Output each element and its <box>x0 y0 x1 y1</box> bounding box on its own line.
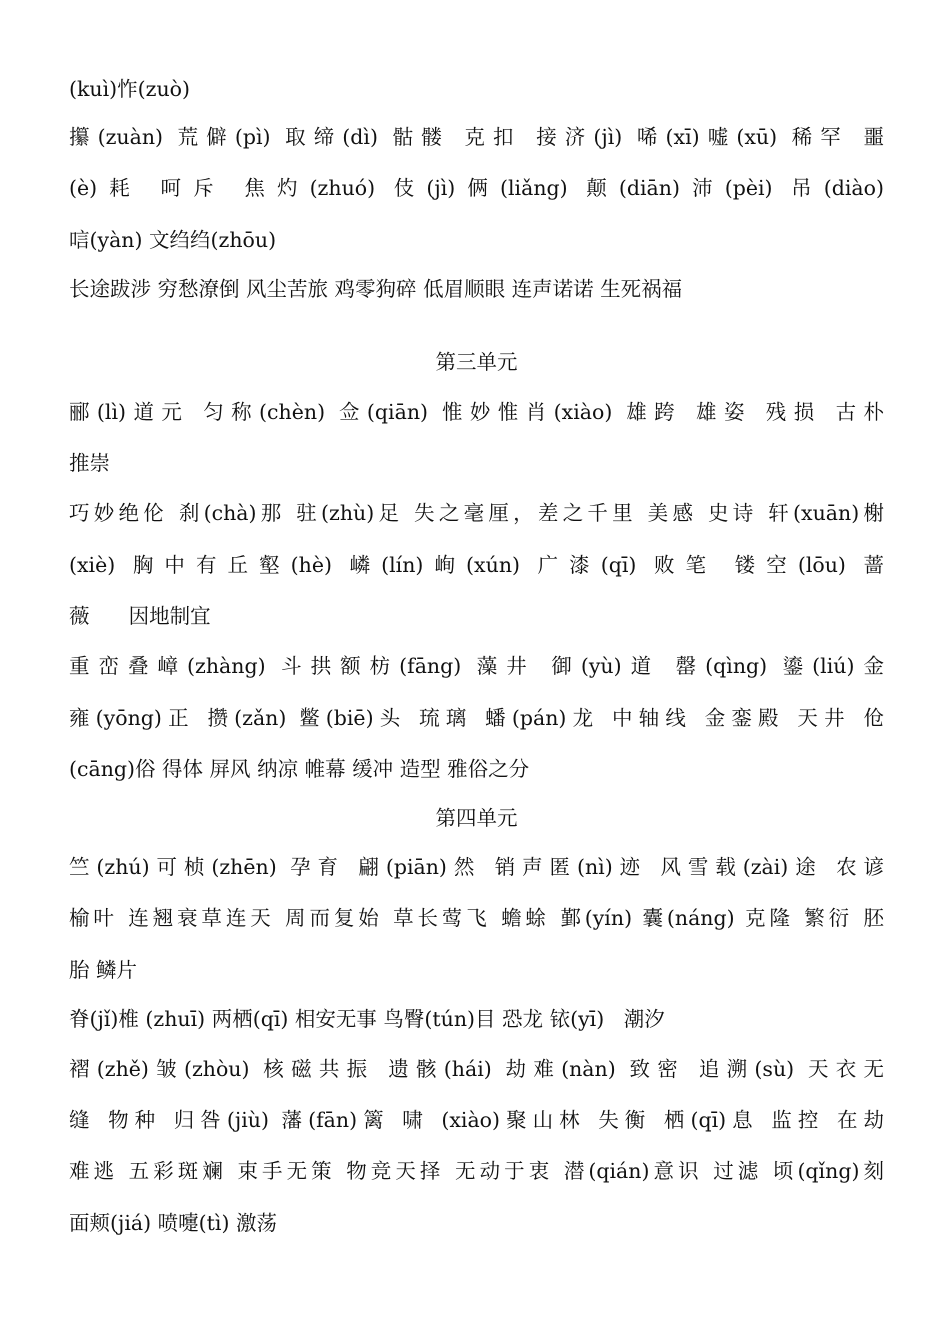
text-line: 薇 因地制宜 <box>69 604 211 628</box>
text-line: 唁(yàn) 文绉绉(zhōu) <box>69 228 277 252</box>
text-line: 巧妙绝伦 刹(chà)那 驻(zhù)足 失之毫厘，差之千里 美感 史诗 轩(xuān)榭 <box>69 501 884 525</box>
text-line: (è)耗 呵斥 焦灼(zhuó) 伎(jì)俩(liǎng) 颠(diān)沛(pèi) 吊(diào) <box>69 176 884 200</box>
text-line: 面颊(jiá) 喷嚏(tì) 激荡 <box>69 1211 277 1235</box>
section-heading-unit-4: 第四单元 <box>435 806 518 830</box>
text-line: 缝 物种 归咎(jiù) 藩(fān)篱 啸 (xiào)聚山林 失衡 栖(qī)息 监控 在劫 <box>69 1108 884 1132</box>
text-line: 长途跋涉 穷愁潦倒 风尘苦旅 鸡零狗碎 低眉顺眼 连声诺诺 生死祸福 <box>69 277 683 301</box>
text-line: (kuì)怍(zuò) <box>69 77 191 101</box>
text-line: 褶(zhě)皱(zhòu) 核磁共振 遗骸(hái) 劫难(nàn) 致密 追溯(sù) 天衣无 <box>69 1057 884 1081</box>
text-line: 竺(zhú)可桢(zhēn) 孕育 翩(piān)然 销声匿(nì)迹 风雪载(zài)途 农谚 <box>69 855 884 879</box>
text-line: 重峦叠嶂(zhàng) 斗拱额枋(fāng) 藻井 御(yù)道 罄(qìng) 鎏(liú)金 <box>69 654 884 678</box>
text-line: 脊(jǐ)椎 (zhuī) 两栖(qī) 相安无事 鸟臀(tún)目 恐龙 铱(yī) 潮汐 <box>69 1007 665 1031</box>
text-line: 榆叶 连翘衰草连天 周而复始 草长莺飞 蟾蜍 鄞(yín) 囊(náng) 克隆 繁衍 胚 <box>69 906 884 930</box>
text-line: 攥(zuàn) 荒僻(pì) 取缔(dì) 骷髅 克扣 接济(jì) 唏(xī)嘘(xū) 稀罕 噩 <box>69 125 884 149</box>
text-line: (cāng)俗 得体 屏风 纳凉 帷幕 缓冲 造型 雅俗之分 <box>69 757 530 781</box>
text-line: 郦(lì)道元 匀称(chèn) 佥(qiān) 惟妙惟肖(xiào) 雄跨 雄姿 残损 古朴 <box>69 400 884 424</box>
section-heading-unit-3: 第三单元 <box>435 350 518 374</box>
text-line: (xiè) 胸中有丘壑(hè) 嶙(lín)峋(xún) 广漆(qī) 败笔 镂空(lōu) 蔷 <box>69 553 884 577</box>
text-line: 雍(yōng)正 攒(zǎn) 鳖(biē)头 琉璃 蟠(pán)龙 中轴线 金銮殿 天井 伧 <box>69 706 884 730</box>
text-line: 难逃 五彩斑斓 束手无策 物竞天择 无动于衷 潜(qián)意识 过滤 顷(qǐng)刻 <box>69 1159 884 1183</box>
text-line: 推崇 <box>69 451 110 475</box>
text-line: 胎 鳞片 <box>69 958 138 982</box>
